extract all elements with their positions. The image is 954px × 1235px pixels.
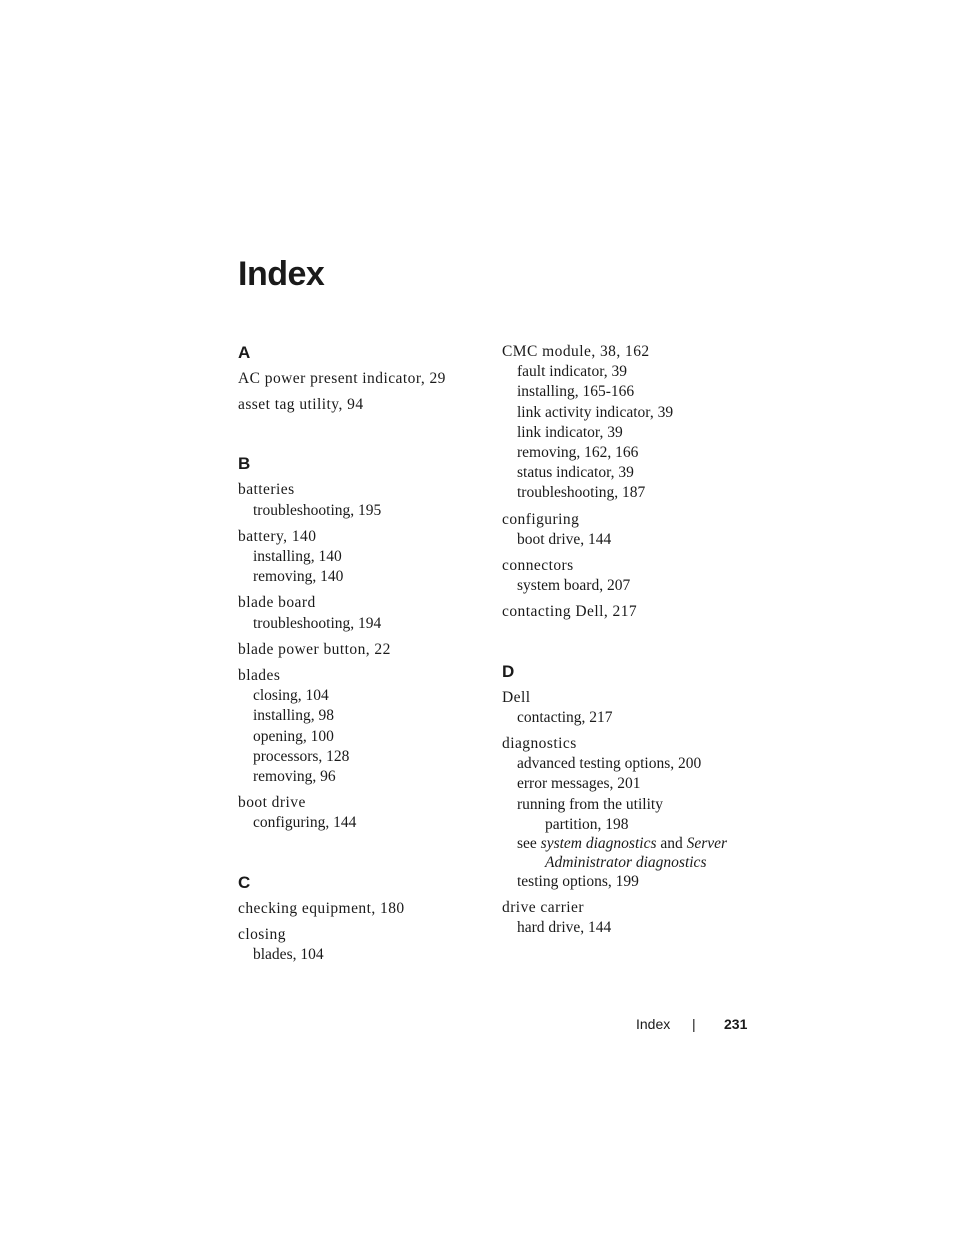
index-subterm: running from the utility (517, 795, 663, 813)
index-subterm: processors, 128 (253, 747, 350, 765)
index-subterm: removing, 96 (253, 768, 336, 786)
index-term: closing (238, 925, 286, 943)
index-subterm: closing, 104 (253, 687, 329, 705)
section-letter: D (502, 661, 515, 681)
index-term: battery, 140 (238, 527, 317, 545)
index-subterm: testing options, 199 (517, 872, 639, 890)
index-subterm: contacting, 217 (517, 708, 613, 726)
index-section-c (238, 872, 488, 966)
see-target-continuation: Administrator diagnostics (545, 853, 707, 871)
index-column-right (502, 342, 762, 976)
index-entry (238, 527, 488, 588)
index-term: checking equipment, 180 (238, 899, 405, 917)
index-section-d (502, 661, 762, 939)
index-entry (502, 688, 762, 728)
index-subterm: system board, 207 (517, 577, 631, 595)
index-term: asset tag utility, 94 (238, 396, 364, 414)
index-entry (502, 734, 762, 892)
index-entry (238, 666, 488, 787)
index-subterm: removing, 162, 166 (517, 444, 639, 462)
footer-section-label: Index (636, 1016, 671, 1032)
see-reference (502, 834, 762, 853)
section-letter: A (238, 343, 251, 362)
footer-separator: | (692, 1016, 696, 1032)
index-term: boot drive (238, 794, 306, 812)
see-word: see (517, 834, 537, 852)
index-term: AC power present indicator, 29 (238, 370, 446, 387)
index-entry (502, 556, 762, 596)
index-subterm: opening, 100 (253, 727, 334, 745)
index-term: CMC module, 38, 162 (502, 343, 650, 360)
index-entry (238, 899, 488, 919)
index-entry (238, 395, 488, 415)
index-section-a (238, 342, 488, 415)
index-column-left (238, 342, 488, 1003)
index-term: connectors (502, 557, 574, 575)
index-term: Dell (502, 688, 531, 706)
see-target: system diagnostics (540, 834, 657, 852)
index-subterm-continuation: partition, 198 (545, 815, 629, 833)
index-subterm: fault indicator, 39 (517, 363, 627, 381)
index-entry (238, 640, 488, 660)
index-term: drive carrier (502, 899, 585, 917)
see-target: Server (686, 834, 728, 852)
index-subterm: error messages, 201 (517, 775, 641, 793)
index-entry (238, 925, 488, 965)
index-term: blade board (238, 594, 316, 612)
index-subterm: troubleshooting, 194 (253, 614, 382, 632)
index-section-c-continued (502, 342, 762, 623)
index-entry (238, 480, 488, 520)
index-subterm: boot drive, 144 (517, 530, 612, 548)
index-subterm: installing, 140 (253, 548, 342, 566)
index-entry (238, 793, 488, 833)
index-term: diagnostics (502, 735, 577, 753)
index-subterm: blades, 104 (253, 946, 324, 964)
index-subterm: hard drive, 144 (517, 919, 612, 937)
index-subterm: troubleshooting, 195 (253, 501, 382, 519)
index-term: blades (238, 667, 281, 685)
index-term: batteries (238, 481, 295, 499)
index-subterm: status indicator, 39 (517, 464, 634, 482)
section-letter: C (238, 872, 251, 892)
index-entry (502, 602, 762, 622)
index-entry (238, 593, 488, 633)
page-title: Index (238, 255, 325, 293)
index-term: configuring (502, 510, 580, 528)
index-section-b (238, 453, 488, 833)
index-subterm: installing, 98 (253, 707, 334, 725)
index-subterm: troubleshooting, 187 (517, 484, 646, 502)
page-number: 231 (724, 1016, 748, 1032)
index-subterm: link indicator, 39 (517, 423, 623, 441)
index-subterm: advanced testing options, 200 (517, 755, 702, 773)
see-and: and (660, 834, 683, 852)
index-entry (502, 342, 762, 504)
index-term: contacting Dell, 217 (502, 603, 638, 621)
section-letter: B (238, 454, 251, 474)
index-term: blade power button, 22 (238, 640, 391, 658)
index-subterm: link activity indicator, 39 (517, 403, 674, 421)
index-subterm: removing, 140 (253, 568, 344, 586)
index-entry (238, 369, 488, 389)
index-entry (502, 898, 762, 938)
index-entry (502, 510, 762, 550)
index-subterm: installing, 165-166 (517, 383, 635, 401)
index-subterm: configuring, 144 (253, 814, 357, 832)
